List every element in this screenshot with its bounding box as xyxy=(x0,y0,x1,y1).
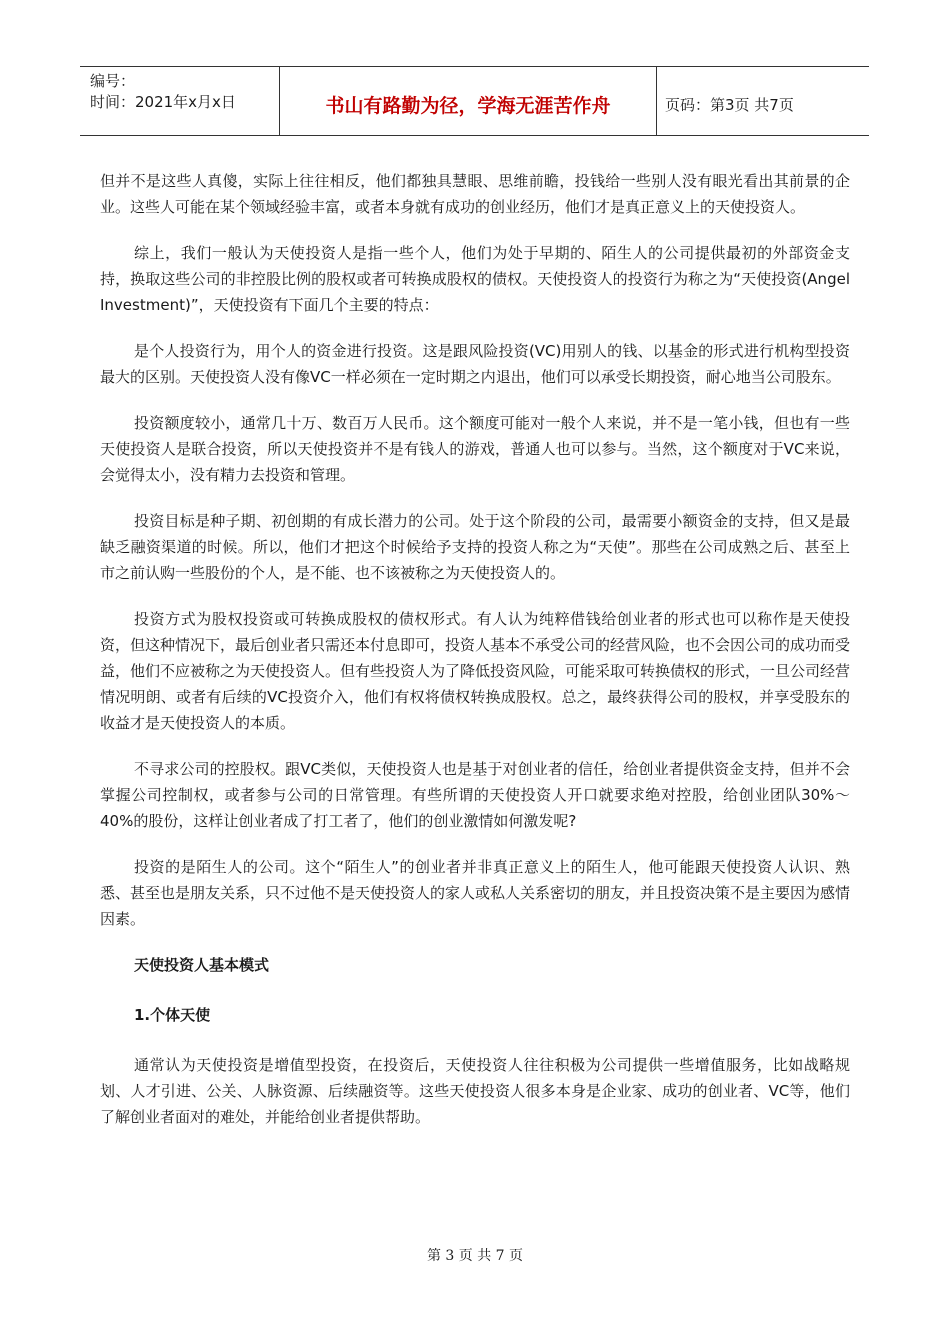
paragraph: 投资的是陌生人的公司。这个“陌生人”的创业者并非真正意义上的陌生人，他可能跟天使投资人认识、熟悉、甚至也是朋友关系，只不过他不是天使投资人的家人或私人关系密切的朋友，并且投资决策不是主要因为感情因素。 xyxy=(100,858,851,928)
paragraph: 投资方式为股权投资或可转换成股权的债权形式。有人认为纯粹借钱给创业者的形式也可以称作是天使投资，但这种情况下，最后创业者只需还本付息即可，投资人基本不承受公司的经营风险，也不会因公司的成功而受益，他们不应被称之为天使投资人。但有些投资人为了降低投资风险，可能采取可转换债权的形式，一旦公司经营情况明朗、或者有后续的VC投资介入，他们有权将债权转换成股权。总之，最终获得公司的股权，并享受股东的收益才是天使投资人的本质。 xyxy=(100,610,851,732)
page-footer: 第 3 页 共 7 页 xyxy=(426,1248,524,1264)
paragraph: 不寻求公司的控股权。跟VC类似，天使投资人也是基于对创业者的信任，给创业者提供资金支持，但并不会掌握公司控制权，或者参与公司的日常管理。有些所谓的天使投资人开口就要求绝对控股，给创业团队30%～40%的股份，这样让创业者成了打工者了，他们的创业激情如何激发呢? xyxy=(100,760,850,830)
time-label: 时间：2021年x月x日 xyxy=(90,93,236,111)
header-meta xyxy=(80,67,280,135)
paragraph: 但并不是这些人真傻，实际上往往相反，他们都独具慧眼、思维前瞻，投钱给一些别人没有眼光看出其前景的企业。这些人可能在某个领域经验丰富，或者本身就有成功的创业经历，他们才是真正意义上的天使投资人。 xyxy=(100,172,850,216)
section-heading: 天使投资人基本模式 xyxy=(134,956,270,974)
header-motto: 书山有路勤为径，学海无涯苦作舟 xyxy=(280,67,657,135)
subheading: 1.个体天使 xyxy=(134,1006,211,1024)
paragraph: 投资额度较小，通常几十万、数百万人民币。这个额度可能对一般个人来说，并不是一笔小钱，但也有一些天使投资人是联合投资，所以天使投资并不是有钱人的游戏，普通人也可以参与。当然，这个额度对于VC来说，会觉得太小，没有精力去投资和管理。 xyxy=(100,414,850,484)
page-header xyxy=(80,66,869,136)
document-body xyxy=(100,168,850,1150)
paragraph: 是个人投资行为，用个人的资金进行投资。这是跟风险投资(VC)用别人的钱、以基金的形式进行机构型投资最大的区别。天使投资人没有像VC一样必须在一定时期之内退出，他们可以承受长期投资，耐心地当公司股东。 xyxy=(100,342,850,386)
paragraph: 投资目标是种子期、初创期的有成长潜力的公司。处于这个阶段的公司，最需要小额资金的支持，但又是最缺乏融资渠道的时候。所以，他们才把这个时候给予支持的投资人称之为“天使”。那些在公司成熟之后、甚至上市之前认购一些股份的个人，是不能、也不该被称之为天使投资人的。 xyxy=(100,512,850,582)
paragraph: 通常认为天使投资是增值型投资，在投资后，天使投资人往往积极为公司提供一些增值服务，比如战略规划、人才引进、公关、人脉资源、后续融资等。这些天使投资人很多本身是企业家、成功的创业者、VC等，他们了解创业者面对的难处，并能给创业者提供帮助。 xyxy=(100,1056,850,1126)
header-page-info: 页码：第3页 共7页 xyxy=(665,95,794,114)
paragraph: 综上，我们一般认为天使投资人是指一些个人，他们为处于早期的、陌生人的公司提供最初的外部资金支持，换取这些公司的非控股比例的股权或者可转换成股权的债权。天使投资人的投资行为称之为“天使投资(Angel Investment)”，天使投资有下面几个主要的特点： xyxy=(100,244,850,314)
serial-label: 编号： xyxy=(90,72,136,90)
